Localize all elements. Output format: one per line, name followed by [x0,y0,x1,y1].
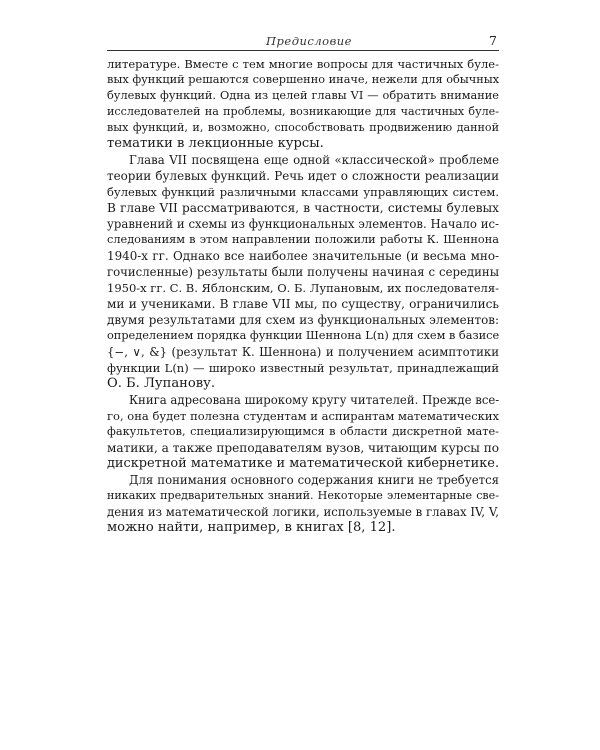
text-line: следованиям в этом направлении положили работы К. Шеннона [107,233,499,246]
text-line: исследователей на проблемы, возникающие для частичных буле- [107,105,499,118]
text-line: вых функций, и, возможно, способствовать продвижению данной [107,121,499,134]
text-line: 1940-х гг. Однако все наиболее значительные (и весьма мно- [107,249,499,263]
running-header [107,34,499,51]
text-line: гочисленные) результаты были получены начиная с середины [107,265,499,279]
text-line: {−, ∨, &} (результат К. Шеннона) и получением асимптотики [107,345,499,359]
text-line: вых функций решаются совершенно иначе, нежели для обычных [107,73,500,86]
text-line: уравнений и схемы из функциональных элементов. Начало ис- [107,217,499,231]
text-line: никаких предварительных знаний. Некоторые элементарные све- [107,489,499,502]
text-line: матики, а также преподавателям вузов, читающим курсы по [107,441,500,455]
paragraph [107,152,499,392]
text-line: функции L(n) — широко известный результат, принадлежащий [107,361,499,375]
text-line: го, она будет полезна студентам и аспирантам математических [107,409,499,423]
text-line: факультетов, специализирующимся в области дискретной мате- [107,425,499,438]
text-line: дискретной математике и математической кибернетике. [107,456,500,471]
text-line: В главе VII рассматриваются, в частности, системы булевых [107,201,499,215]
text-line: Для понимания основного содержания книги не требуется [129,473,499,487]
text-line: булевых функций. Одна из целей главы VI — обратить внимание [107,89,499,102]
text-line: можно найти, например, в книгах [8, 12]. [107,520,396,535]
text-line: булевых функций различными классами управляющих систем. [107,185,499,199]
page-number: 7 [489,33,497,48]
text-line: определением порядка функции Шеннона L(n) для схем в базисе [107,329,500,342]
text-line: тематики в лекционные курсы. [107,136,324,151]
text-line: теории булевых функций. Речь идет о сложности реализации [107,169,499,183]
body-text [107,56,499,536]
paragraph [107,56,499,152]
text-line: Глава VII посвящена еще одной «классической» проблеме [129,153,499,167]
text-line: двумя результатами для схем из функциональных элементов: [107,313,499,327]
text-line: дения из математической логики, используемые в главах IV, V, [107,505,499,519]
running-title: Предисловие [266,34,352,48]
paragraph [107,392,499,472]
text-line: 1950-х гг. С. В. Яблонским, О. Б. Лупановым, их последователя- [107,281,499,295]
text-line: О. Б. Лупанову. [107,376,216,391]
paragraph [107,472,499,536]
text-line: Книга адресована широкому кругу читателей. Прежде все- [129,393,500,407]
text-line: литературе. Вместе с тем многие вопросы для частичных буле- [107,57,499,71]
text-line: ми и учениками. В главе VII мы, по существу, ограничились [107,297,499,311]
